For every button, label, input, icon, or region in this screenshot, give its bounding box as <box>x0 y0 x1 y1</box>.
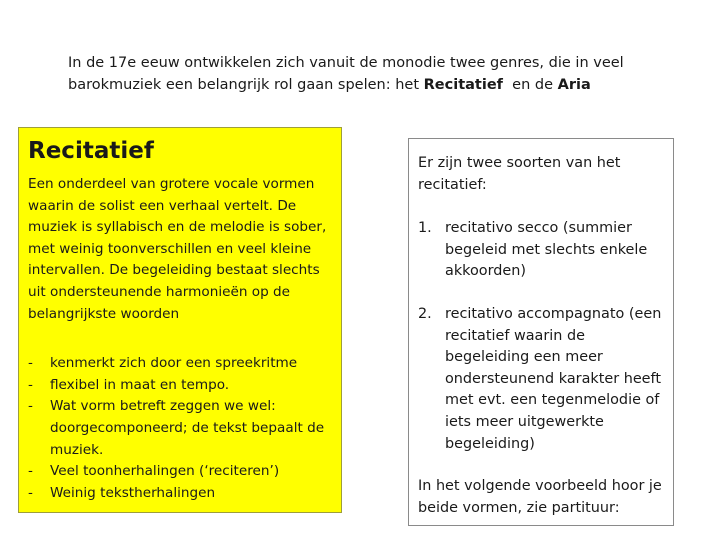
intro-connector: en de <box>502 77 558 93</box>
list-item-text: flexibel in maat en tempo. <box>50 376 230 393</box>
list-item-text: Veel toonherhalingen (‘reciteren’) <box>50 463 280 480</box>
outro-text: In het volgende voorbeeld hoor je beide vormen, zie partituur: <box>418 478 662 516</box>
dash-marker: - <box>28 355 33 372</box>
list-item-text: Weinig tekstherhalingen <box>50 484 216 501</box>
list-item <box>28 353 332 375</box>
list-item <box>28 396 332 461</box>
dash-marker: - <box>28 484 33 501</box>
types-heading: Er zijn twee soorten van het recitatief: <box>418 155 621 193</box>
intro-term-aria: Aria <box>557 77 591 93</box>
intro-term-recitatief: Recitatief <box>423 77 503 93</box>
dash-marker: - <box>28 398 33 415</box>
list-item-text: Wat vorm betreft zeggen we wel: doorgecomponeerd; de tekst bepaalt de muziek. <box>50 398 325 458</box>
list-item <box>28 483 332 505</box>
list-item <box>28 375 332 397</box>
list-item <box>418 304 665 455</box>
types-list <box>418 218 665 455</box>
recitatief-title: Recitatief <box>28 138 154 164</box>
item-text: recitativo accompagnato (een recitatief waarin de begeleiding een meer ondersteunend karakter heeft met evt. een tegenmelodie of iets meer uitgewerkte begeleiding) <box>445 305 662 452</box>
characteristics-list <box>28 353 332 504</box>
item-number: 2. <box>418 305 432 322</box>
item-number: 1. <box>418 220 432 237</box>
dash-marker: - <box>28 376 33 393</box>
recitatief-definition-box <box>18 127 342 513</box>
item-text: recitativo secco (summier begeleid met slechts enkele akkoorden) <box>445 220 648 280</box>
intro-text-before: In de 17e eeuw ontwikkelen zich vanuit de monodie twee genres, die in veel barokmuziek een belangrijk rol gaan spelen: het <box>68 55 624 93</box>
intro-text <box>68 52 668 96</box>
list-item <box>418 218 665 283</box>
list-item-text: kenmerkt zich door een spreekritme <box>50 355 298 372</box>
recitatief-description: Een onderdeel van grotere vocale vormen waarin de solist een verhaal vertelt. De muziek is syllabisch en de melodie is sober, met weinig toonverschillen en veel kleine intervallen. De begeleiding bestaat slechts uit ondersteunende harmonieën op de belangrijkste woorden <box>28 176 327 322</box>
list-item <box>28 461 332 483</box>
recitatief-types-box <box>408 138 674 526</box>
dash-marker: - <box>28 463 33 480</box>
